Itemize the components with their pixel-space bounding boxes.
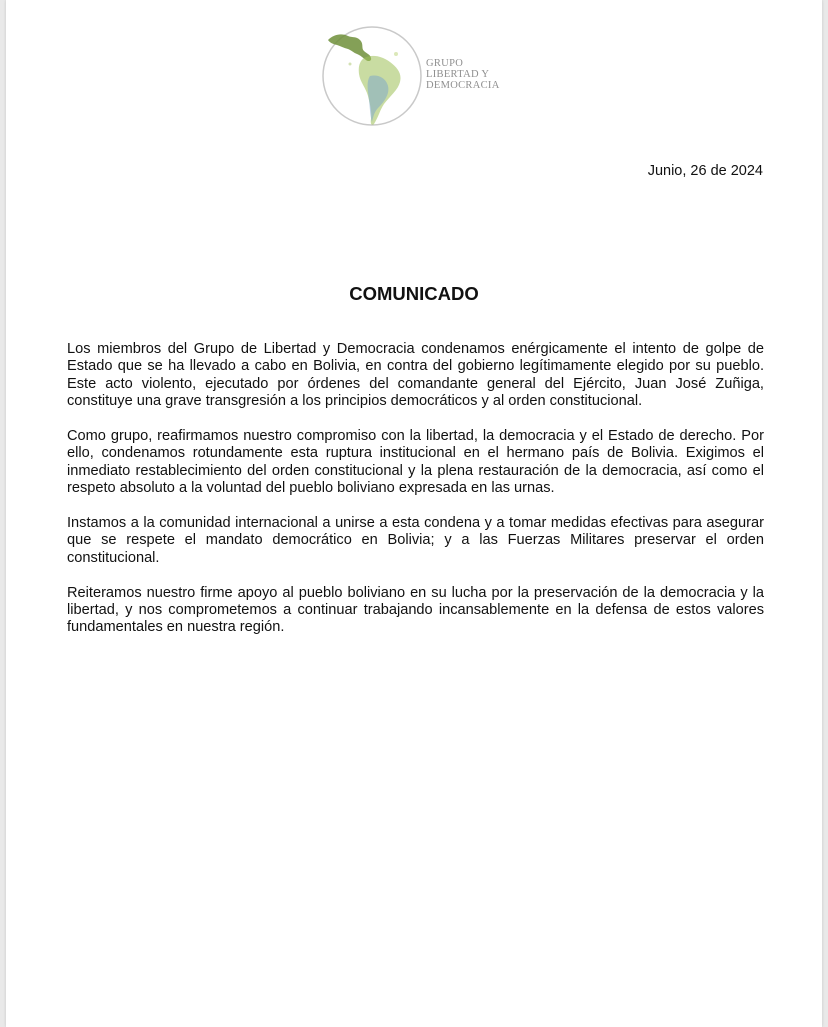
org-name-line-2: LIBERTAD Y	[426, 69, 490, 80]
document-title: COMUNICADO	[349, 283, 479, 304]
paragraph: Como grupo, reafirmamos nuestro compromiso con la libertad, la democracia y el Estado de derecho. Por ello, condenamos rotundamente esta ruptura institucional en el hermano país de Bolivia. Exigimos el inmediato restablecimiento del orden constitucional y la plena restauración de la democracia, así como el respeto absoluto a la voluntad del pueblo boliviano expresada en las urnas.	[67, 428, 764, 497]
org-name-line-3: DEMOCRACIA	[426, 80, 500, 91]
letterhead-logo	[320, 24, 520, 134]
paragraph: Reiteramos nuestro firme apoyo al pueblo boliviano en su lucha por la preservación de la democracia y la libertad, y nos comprometemos a continuar trabajando incansablemente en la defensa de estos valores fundamentales en nuestra región.	[67, 584, 764, 636]
org-name-line-1: GRUPO	[426, 58, 464, 69]
americas-map-logo-icon	[320, 24, 424, 128]
document-date: Junio, 26 de 2024	[647, 163, 763, 179]
org-name	[426, 58, 500, 91]
paragraph: Instamos a la comunidad internacional a unirse a esta condena y a tomar medidas efectivas para asegurar que se respete el mandato democrático en Bolivia; y a las Fuerzas Militares preservar el orden constitucional.	[67, 515, 764, 566]
document-page	[6, 0, 822, 1027]
paragraph: Los miembros del Grupo de Libertad y Democracia condenamos enérgicamente el intento de golpe de Estado que se ha llevado a cabo en Bolivia, en contra del gobierno legítimamente elegido por su pueblo. Este acto violento, ejecutado por órdenes del comandante general del Ejército, Juan José Zuñiga, constituye una grave transgresión a los principios democráticos y al orden constitucional.	[67, 341, 764, 410]
document-body	[67, 341, 764, 654]
